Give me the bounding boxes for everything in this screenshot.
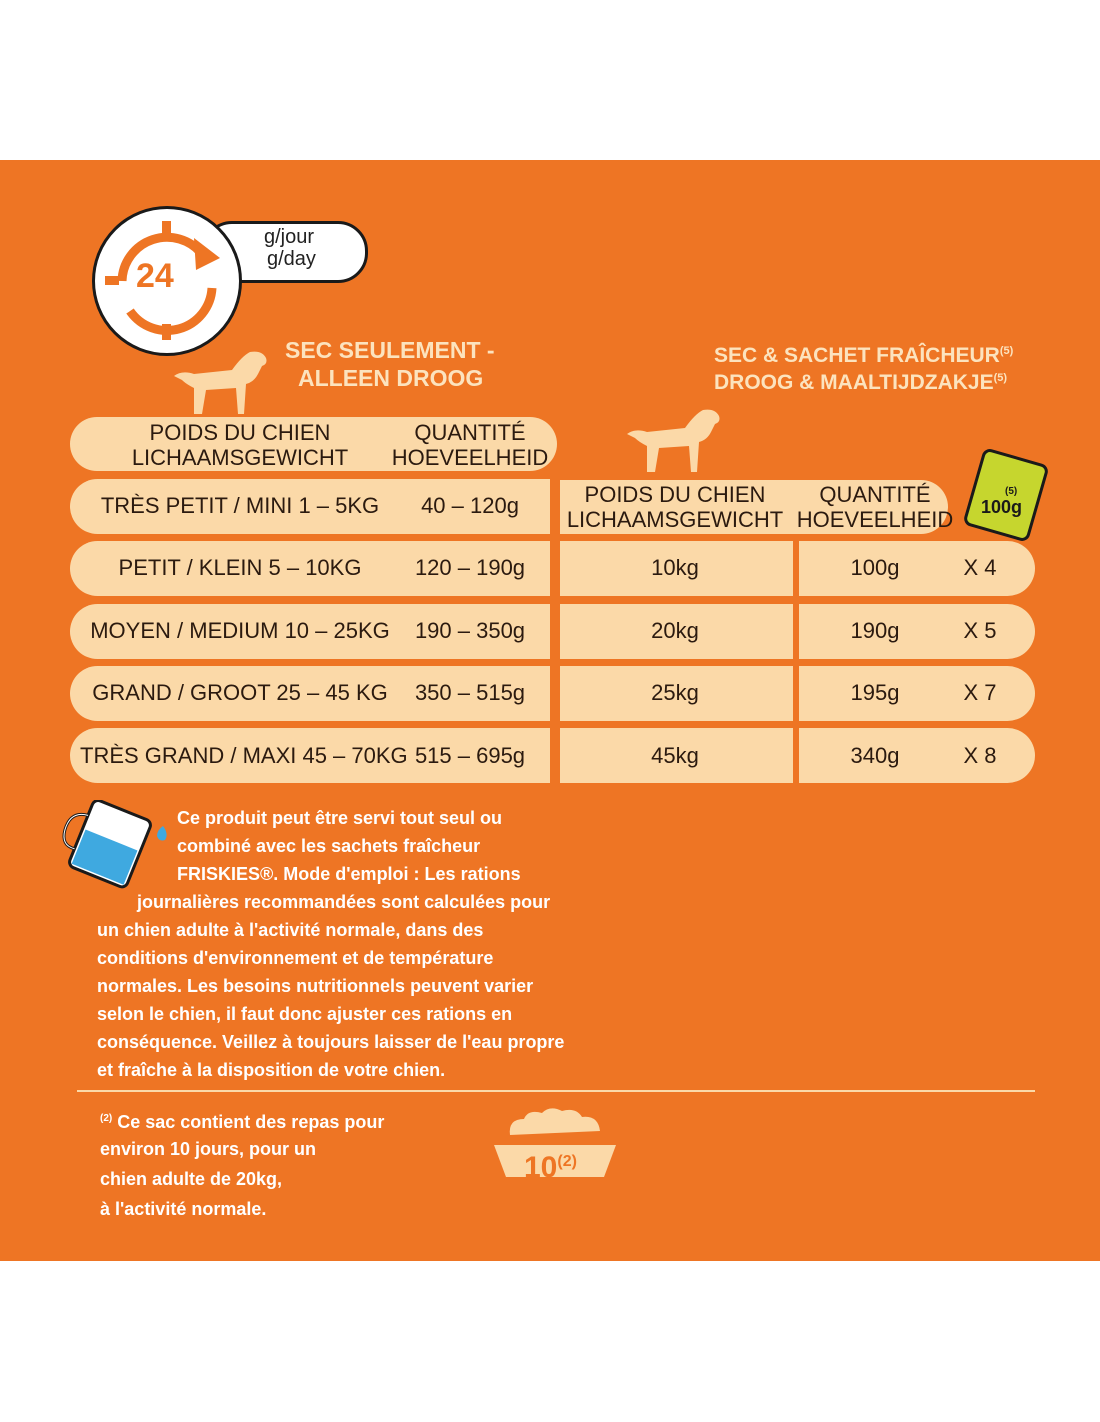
footnote-mark: (2) — [100, 1113, 113, 1124]
left-title-line1: SEC SEULEMENT - — [285, 337, 495, 363]
left-row-size: TRÈS PETIT / MINI 1 – 5KG — [100, 493, 380, 518]
right-row-amount: 340g — [850, 743, 900, 768]
instructions-line: selon le chien, il faut donc ajuster ces rations en — [97, 1004, 513, 1024]
left-row-amount: 350 – 515g — [414, 680, 526, 705]
right-header-qty-fr: QUANTITÉ — [819, 482, 931, 507]
instructions-line: combiné avec les sachets fraîcheur — [177, 836, 481, 856]
right-header-qty-nl: HOEVEELHEID — [796, 507, 954, 532]
dog-icon — [172, 348, 272, 418]
right-row-weight: 20kg — [651, 618, 699, 643]
instructions-line: et fraîche à la disposition de votre chien. — [97, 1060, 446, 1080]
right-row-pouches: X 8 — [963, 743, 997, 768]
right-row-pouches: X 4 — [963, 555, 997, 580]
footnote-text: Ce sac contient des repas pour — [117, 1112, 385, 1132]
pouch-label: 100g — [981, 497, 1023, 517]
left-header-qty-nl: HOEVEELHEID — [391, 445, 549, 470]
right-row-weight: 45kg — [651, 743, 699, 768]
right-row-pouches: X 5 — [963, 618, 997, 643]
pouch-mark: (5) — [1005, 486, 1018, 497]
footnote-mark: (5) — [993, 372, 1008, 384]
instructions-line: un chien adulte à l'activité normale, dans des — [97, 920, 484, 940]
badge-unit-en: g/day — [267, 248, 316, 270]
right-row-amount: 100g — [850, 555, 900, 580]
right-header-weight-nl: LICHAAMSGEWICHT — [566, 507, 784, 532]
right-row-weight: 10kg — [651, 555, 699, 580]
left-row-amount: 515 – 695g — [414, 743, 526, 768]
section-divider — [77, 1090, 1035, 1092]
left-header-weight-nl: LICHAAMSGEWICHT — [131, 445, 349, 470]
water-jug-icon — [55, 800, 180, 895]
left-row-amount: 190 – 350g — [414, 618, 526, 643]
right-title-text2: DROOG & MAALTIJDZAKJE — [714, 371, 994, 394]
left-header-weight-fr: POIDS DU CHIEN — [149, 420, 331, 445]
badge-number: 24 — [136, 257, 174, 295]
left-row-amount: 120 – 190g — [414, 555, 526, 580]
badge-unit-fr: g/jour — [264, 226, 315, 248]
footnote-line-first — [100, 1105, 384, 1136]
left-row-size: TRÈS GRAND / MAXI 45 – 70KG — [80, 743, 408, 768]
right-header-weight-fr: POIDS DU CHIEN — [584, 482, 766, 507]
footnote-mark: (5) — [999, 345, 1014, 357]
left-row-size: GRAND / GROOT 25 – 45 KG — [92, 680, 388, 705]
right-row-pouches: X 7 — [963, 680, 997, 705]
instructions-line: FRISKIES®. Mode d'emploi : Les rations — [177, 864, 521, 884]
left-row-size: PETIT / KLEIN 5 – 10KG — [118, 555, 362, 580]
instructions-line: journalières recommandées sont calculées pour — [137, 892, 551, 912]
right-row-weight: 25kg — [651, 680, 699, 705]
footnote-line: chien adulte de 20kg, — [100, 1169, 283, 1189]
footnote-line: à l'activité normale. — [100, 1199, 267, 1219]
instructions-line: conséquence. Veillez à toujours laisser de l'eau propre — [97, 1032, 565, 1052]
right-title-text1: SEC & SACHET FRAÎCHEUR — [714, 344, 1000, 367]
instructions-line: Ce produit peut être servi tout seul ou — [177, 808, 503, 828]
bowl-mark: (2) — [557, 1153, 577, 1170]
left-header-qty-fr: QUANTITÉ — [414, 420, 526, 445]
right-row-amount: 190g — [850, 618, 900, 643]
left-title-line2: ALLEEN DROOG — [298, 365, 484, 391]
bowl-number-value: 10 — [524, 1151, 558, 1184]
instructions-line: normales. Les besoins nutritionnels peuvent varier — [97, 976, 534, 996]
right-row-amount: 195g — [850, 680, 900, 705]
right-title-line2 — [714, 364, 1007, 397]
dog-icon — [625, 406, 725, 476]
left-row-size: MOYEN / MEDIUM 10 – 25KG — [90, 618, 390, 643]
footnote-line: environ 10 jours, pour un — [100, 1139, 317, 1159]
feeding-guide-panel — [0, 160, 1100, 1261]
instructions-line: conditions d'environnement et de température — [97, 948, 494, 968]
bowl-number — [524, 1145, 577, 1185]
daily-badge — [92, 206, 372, 356]
left-row-amount: 40 – 120g — [421, 493, 519, 518]
